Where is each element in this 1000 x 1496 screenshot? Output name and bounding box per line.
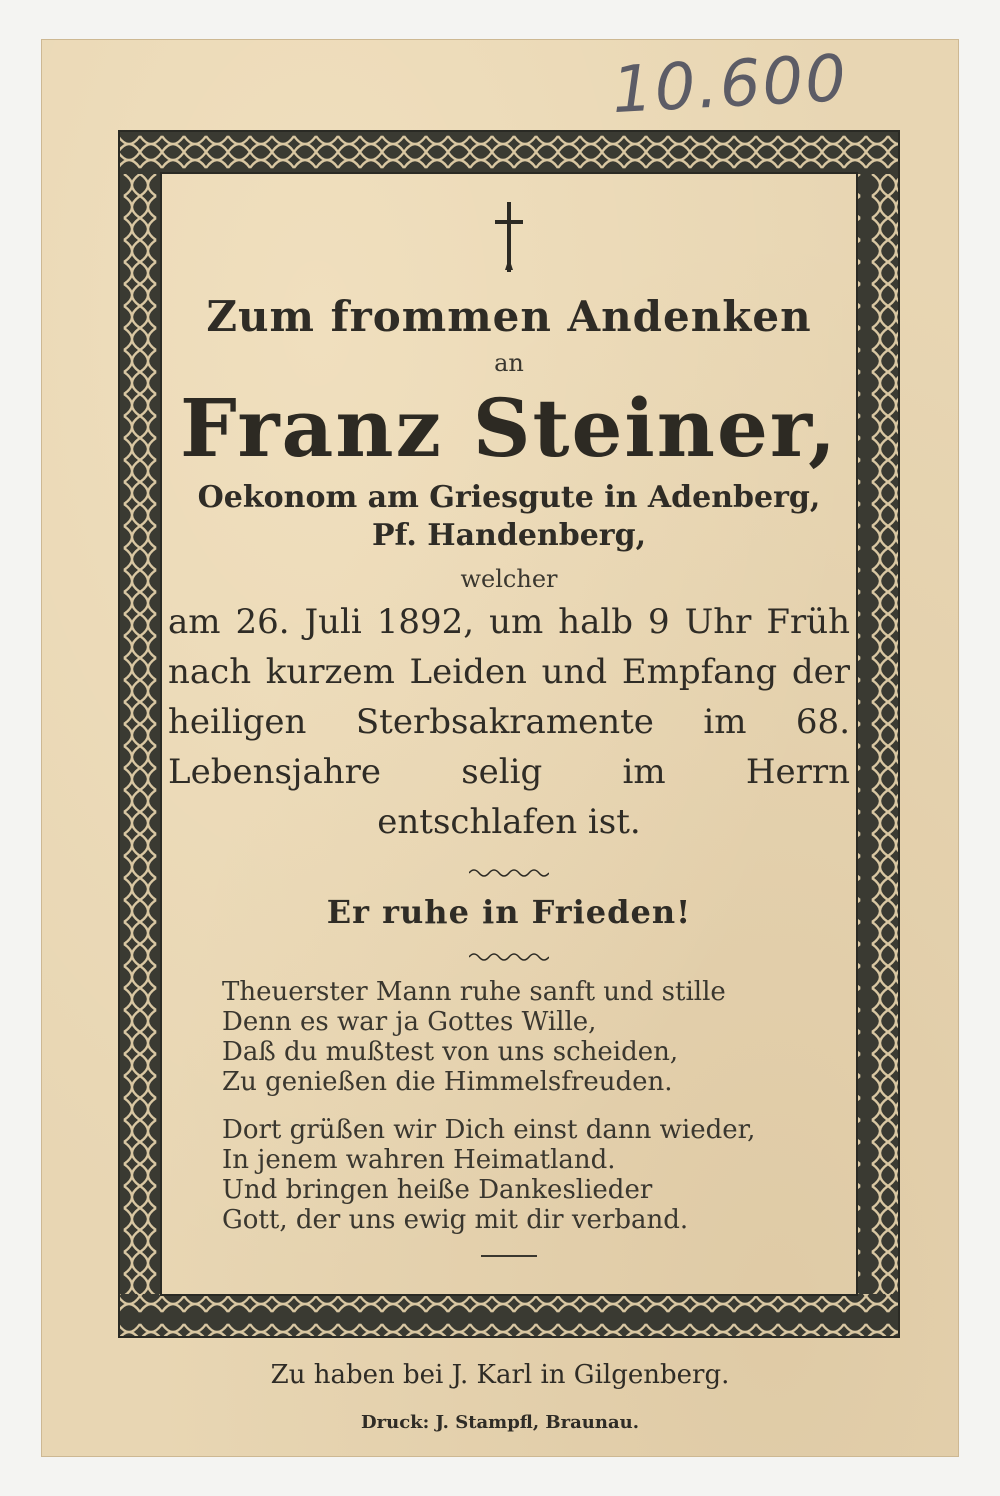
border-top bbox=[118, 130, 900, 174]
death-notice-text: am 26. Juli 1892, um halb 9 Uhr Früh nach kurzem Leiden und Empfang der heiligen Sterbsakramente im 68. Lebensjahre selig im Herrn entschlafen ist. bbox=[168, 602, 850, 842]
poem-line: Theuerster Mann ruhe sanft und stille bbox=[222, 977, 726, 1007]
occupation-line-1: Oekonom am Griesgute in Adenberg, bbox=[197, 480, 821, 515]
poem-line: In jenem wahren Heimatland. bbox=[222, 1145, 616, 1175]
poem-stanza-1 bbox=[222, 977, 856, 1097]
poem-line: Daß du mußtest von uns scheiden, bbox=[222, 1037, 679, 1067]
welcher-label: welcher bbox=[460, 565, 558, 593]
poem-line: Dort grüßen wir Dich einst dann wieder, bbox=[222, 1115, 756, 1145]
seller-line: Zu haben bei J. Karl in Gilgenberg. bbox=[270, 1360, 730, 1390]
preposition-an: an bbox=[494, 349, 524, 377]
occupation-line-2: Pf. Handenberg, bbox=[371, 518, 647, 553]
printer-line: Druck: J. Stampfl, Braunau. bbox=[361, 1412, 639, 1433]
occupation bbox=[162, 479, 856, 555]
border-right bbox=[856, 174, 900, 1294]
poem-line: Zu genießen die Himmelsfreuden. bbox=[222, 1067, 673, 1097]
ornament-divider bbox=[469, 951, 549, 963]
rest-in-peace: Er ruhe in Frieden! bbox=[326, 893, 692, 931]
poem-line: Gott, der uns ewig mit dir verband. bbox=[222, 1205, 689, 1235]
border-left bbox=[118, 174, 162, 1294]
poem-line: Und bringen heiße Dankeslieder bbox=[222, 1175, 653, 1205]
deceased-name: Franz Steiner, bbox=[179, 381, 839, 475]
memorial-heading: Zum frommen Andenken bbox=[206, 292, 812, 341]
ornament-divider bbox=[469, 867, 549, 879]
memorial-card bbox=[42, 40, 958, 1456]
card-content bbox=[162, 174, 856, 1294]
poem-stanza-2 bbox=[222, 1115, 856, 1235]
closing-rule bbox=[481, 1255, 537, 1257]
cross-icon bbox=[489, 200, 529, 274]
border-bottom bbox=[118, 1294, 900, 1338]
poem-line: Denn es war ja Gottes Wille, bbox=[222, 1007, 597, 1037]
handwritten-catalog-number: 10.600 bbox=[610, 41, 850, 129]
memorial-poem bbox=[222, 977, 856, 1235]
